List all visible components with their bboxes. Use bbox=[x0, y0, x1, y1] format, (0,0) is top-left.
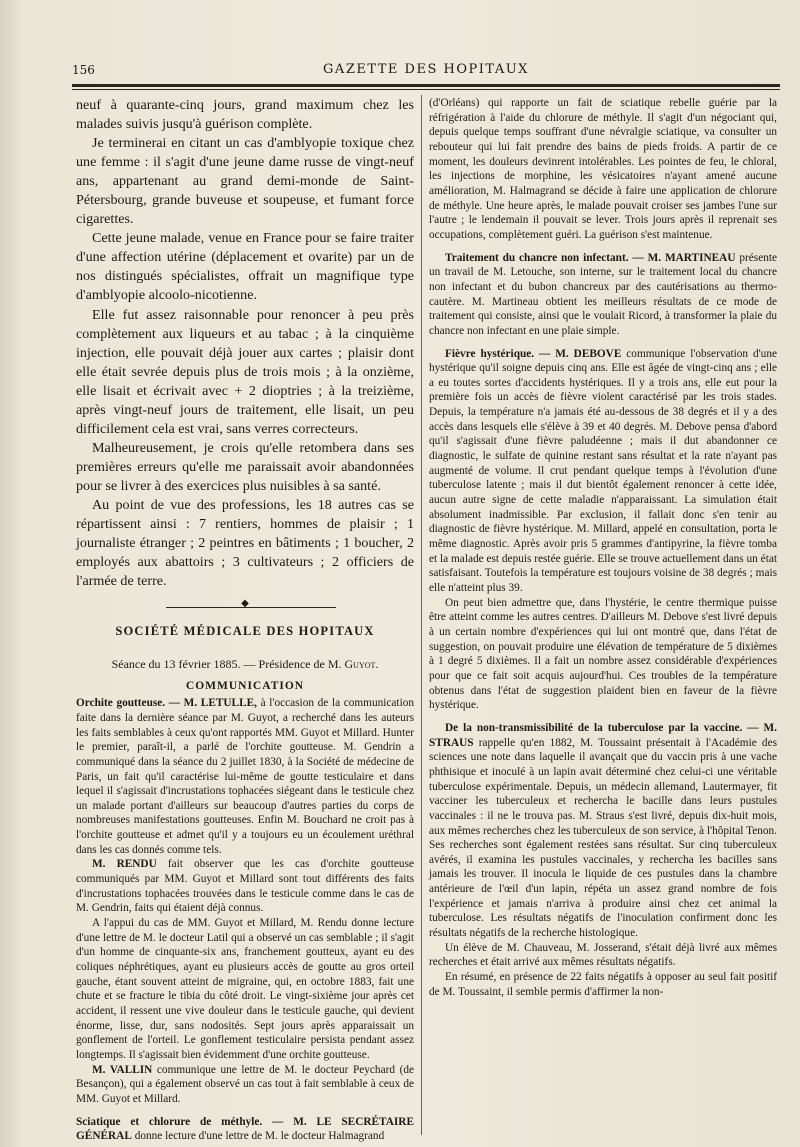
section-title: Orchite goutteuse. — bbox=[76, 697, 181, 710]
vallin-paragraph bbox=[76, 1063, 414, 1107]
column-divider bbox=[421, 95, 422, 1135]
page-header bbox=[72, 60, 780, 82]
paragraph: Elle fut assez raisonnable pour renoncer à peu près complètement aux liqueurs et au tabac ; à la cinquième injection, elle pouvait déjà jouer aux cartes ; plaisir dont elle était sevrée depuis plus de trois mois ; à la onzième, elle lisait et écrivait avec + 2 dioptries ; à la treizième, après vingt-neuf jours de traitement, elle lisait, un peu difficilement cela est vrai, sans verres correcteurs. bbox=[76, 306, 414, 437]
paragraph: A l'appui du cas de MM. Guyot et Millard, M. Rendu donne lecture d'une lettre de M. le docteur Latil qui a observé un cas semblable ; il s'agit d'un homme de cinquante-six ans, franchement goutteux, ayant eu des coliques néphrétiques, ayant eu plusieurs accès de goutte au gros orteil gauche, étant souvent atteint de migraine, qui, en octobre 1883, fait une chute et se fracture le tibia du côté droit. Le vingt-sixième jour après cet accident, il ressent une vive douleur dans le testicule gauche, qui devient énorme, lisse, dur, sans nodosités. Sept jours après apparaissait un gonflement de l'orteil. Le gonflement testiculaire persista pendant assez longtemps. Il s'agissait bien évidemment d'une orchite goutteuse. bbox=[76, 917, 414, 1061]
paragraph: Un élève de M. Chauveau, M. Josserand, s'était déjà livré aux mêmes recherches et était arrivé aux mêmes résultats négatifs. bbox=[429, 941, 777, 969]
speaker-name: M. LE SECRÉTAIRE GÉNÉRAL bbox=[76, 1115, 415, 1143]
paragraph-text: à l'occasion de la communication faite dans la dernière séance par M. Guyot, a recherché dans les auteurs les faits semblables à ceux qu'ont rapportés MM. Guyot et Millard. Hunter le premier, paraît-il, a parlé de l'orchite goutteuse. M. Gendrin a communiqué dans la séance du 2 juillet 1830, à la Société de médecine de Paris, un fait qu'il caractérise lui-même de goutte testiculaire et dans lequel il s'agissait d'incrustations tophacées siégeant dans le testicule chez un malade portant d'ailleurs sur beaucoup d'autres parties du corps de nombreuses manifestations goutteuses. Enfin M. Bouchard ne croit pas à l'orchite goutteuse et admet qu'il y a toujours eu un écoulement uréthral dans les cas donnés comme tels. bbox=[76, 697, 415, 856]
paragraph-text: donne lecture d'une lettre de M. le docteur Halmagrand bbox=[131, 1130, 385, 1143]
chancre-paragraph bbox=[429, 251, 777, 339]
page-number: 156 bbox=[72, 63, 95, 77]
paragraph: Malheureusement, je crois qu'elle retombera dans ses premières erreurs qu'elle me paraissait avoir abandonnées pour se livrer à des exercices plus nuisibles à sa santé. bbox=[76, 439, 414, 494]
seance-text: Séance du 13 février 1885. — Présidence de M. bbox=[111, 657, 342, 672]
communication-heading: COMMUNICATION bbox=[185, 680, 305, 693]
right-column bbox=[429, 96, 777, 999]
amblyopia-article bbox=[76, 96, 414, 591]
paragraph: Cette jeune malade, venue en France pour se faire traiter d'une affection utérine (déplacement et ovarite) par un de nos distingués spécialistes, offrait un magnifique type d'amblyopie alcoolo-nicotienne. bbox=[76, 230, 414, 304]
society-title: SOCIÉTÉ MÉDICALE DES HOPITAUX bbox=[115, 624, 375, 639]
spacer bbox=[429, 243, 777, 251]
paragraph: En résumé, en présence de 22 faits négatifs à opposer au seul fait positif de M. Toussaint, il semble permis d'affirmer la non- bbox=[429, 971, 777, 998]
paragraph: Au point de vue des professions, les 18 autres cas se répartissent ainsi : 7 rentiers, hommes de plaisir ; 1 journaliste étranger ; 2 peintres en bâtiments ; 1 boucher, 2 employés aux abattoirs ; 3 cultivateurs ; 2 officiers de l'armée de terre. bbox=[76, 496, 414, 590]
sciatique-paragraph bbox=[76, 1115, 414, 1144]
journal-title: GAZETTE DES HOPITAUX bbox=[323, 62, 529, 77]
section-title: Sciatique et chlorure de méthyle. — bbox=[76, 1115, 284, 1128]
sciatique-continuation: (d'Orléans) qui rapporte un fait de sciatique rebelle guérie par la réfrigération à l'aide du chlorure de méthyle. Il s'agit d'un négociant qui, depuis quelque temps souffrant d'une névralgie sciatique, va consulter un rebouteur qui lui fait prendre des bains de pieds froids. A partir de ce moment, les douleurs devinrent intolérables. Les pointes de feu, le chloral, les injections de morphine, les vésicatoires n'ayant amené aucune amélioration, M. Halmagrand se décide à faire une application de chlorure de méthyle. Une heure après, le malade pouvait croiser ses jambes l'une sur l'autre ; le lendemain il pouvait se lever. Trois jours après il reprenait ses occupations, complètement guéri. La guérison s'est maintenue. bbox=[429, 97, 777, 241]
section-title: Fièvre hystérique. — bbox=[445, 347, 551, 360]
tuberculose-paragraph bbox=[429, 721, 777, 941]
speaker-name: M. VALLIN bbox=[92, 1063, 153, 1076]
speaker-name: M. STRAUS bbox=[429, 721, 777, 749]
rendu-paragraph bbox=[76, 857, 414, 916]
paragraph: neuf à quarante-cinq jours, grand maximum chez les malades suivis jusqu'à guérison complète. bbox=[76, 97, 414, 133]
paragraph: On peut bien admettre que, dans l'hystérie, le centre thermique puisse être atteint comme les autres centres. D'ailleurs M. Debove s'est livré depuis à un certain nombre d'expériences qui lui ont montré que, dans l'état de suggestion, on pouvait produire une élévation de température de 5 dixièmes à 1 degré 5 dixièmes. Il a fait un nombre assez considérable d'expériences pour que ce fait soit acquis aujourd'hui. Ces troubles de la température obtenus dans l'état de suggestion plaident bien en faveur de la fièvre hystérique. bbox=[429, 596, 777, 712]
paragraph-text: présente un travail de M. Letouche, son interne, sur le traitement local du chancre non infectant et du bubon chancreux par des cautérisations au thermo-cautère. M. Martineau obtient les meilleurs résultats de ce mode de traitement qui consiste, ainsi que le voulait Ricord, à transformer la plaie du chancre non infectant en une plaie simple. bbox=[429, 251, 778, 337]
spacer bbox=[429, 339, 777, 347]
section-separator bbox=[76, 598, 414, 613]
paragraph-text: communique l'observation d'une hystérique qu'il soigne depuis cinq ans. Elle est âgée de vingt-cinq ans ; elle a eu toutes sortes d'accidents hystériques. Il y a trois ans, elle eut pour la première fois un accès de fièvre violent caractérisé par les trois stades. Depuis, la température n'a jamais été au-dessous de 38 degrés et il y a des accès dans lesquels elle s'élève à 39 et 40 degrés. M. Debove pensa d'abord qu'il s'agissait d'une fièvre paludéenne ; mais il dut abandonner ce diagnostic, le sulfate de quinine restant sans résultat et la rate n'ayant pas augmenté de volume. Il crut pendant quelque temps à l'évolution d'une tuberculose latente ; mais il dut bientôt également renoncer à cette idée, aucun autre signe de cette maladie n'apparaissant. La simulation était absolument inadmissible. Par exclusion, il fallait donc s'en tenir au diagnostic de fièvre hystérique. M. Millard, appelé en consultation, porta le même diagnostic. Après avoir pris 5 grammes d'antipyrine, la fièvre tomba et la malade est depuis restée guérie. Elle se trouve actuellement dans un état satisfaisant. Toutefois la température est toujours voisine de 38 degrés ; mais elle n'atteint plus 39. bbox=[429, 347, 777, 594]
speaker-name: M. DEBOVE bbox=[555, 347, 622, 360]
seance-line: Séance du 13 février 1885. — Présidence de M. Guyot. bbox=[111, 657, 379, 672]
separator-ornament: ◆ bbox=[241, 598, 249, 610]
paragraph-text: communique une lettre de M. le docteur Peychard (de Besançon), qui a également observé un cas tout à fait semblable à ceux de MM. Guyot et Millard. bbox=[76, 1063, 414, 1105]
orchite-paragraph bbox=[76, 696, 414, 857]
header-rule-thick bbox=[72, 84, 780, 87]
paragraph-text: fait observer que les cas d'orchite goutteuse communiqués par MM. Guyot et Millard sont tout différents des faits d'incrustations tophacées trouvées dans le testicule comme dans le cas de M. Gendrin, faits qui étaient déjà connus. bbox=[76, 858, 414, 915]
section-title: De la non-transmissibilité de la tuberculose par la vaccine. — bbox=[445, 721, 759, 734]
left-column bbox=[76, 96, 414, 1144]
president-name: Guyot bbox=[344, 657, 376, 672]
spacer bbox=[429, 713, 777, 721]
spacer bbox=[76, 1107, 414, 1115]
society-reports-left bbox=[76, 696, 414, 1144]
paragraph: Je terminerai en citant un cas d'amblyopie toxique chez une femme : il s'agit d'une jeune dame russe de vingt-neuf ans, appartenant au grand demi-monde de Saint-Pétersbourg, grande buveuse et soupeuse, et fumant force cigarettes. bbox=[76, 135, 414, 228]
speaker-name: M. RENDU bbox=[92, 858, 157, 871]
header-rule-thin bbox=[72, 89, 780, 90]
speaker-name: M. MARTINEAU bbox=[647, 251, 736, 264]
speaker-name: M. LETULLE, bbox=[183, 697, 257, 710]
section-title: Traitement du chancre non infectant. — bbox=[445, 251, 644, 264]
fievre-paragraph bbox=[429, 347, 777, 596]
paragraph-text: rappelle qu'en 1882, M. Toussaint présentait à l'Académie des sciences une note dans laquelle il avançait que du vaccin pris à une vache phthisique et inoculé à un lapin avait déterminé chez celui-ci une véritable tuberculose expérimentale. Depuis, un médecin allemand, Lautermayer, fit vacciner les tuberculeux et rechercha le bacille dans leurs pustules vaccinales : il ne le trouva pas. M. Straus s'est livré, depuis dix-huit mois, aux mêmes recherches chez les tuberculeux de son service, à l'hôpital Tenon. Ses recherches sont également restées sans résultat. Sur cinq tuberculeux avérés, il examina les pustules vaccinales, y rechercha les bacilles sans jamais les trouver. Il inocula le liquide de ces pustules dans la chambre antérieure de l'œil d'un lapin, répéta un assez grand nombre de fois l'expérience et jamais n'arriva à produire ainsi chez cet animal la tuberculose. Les résultats négatifs de l'inoculation confirment donc les résultats négatifs de la recherche histologique. bbox=[429, 736, 777, 940]
